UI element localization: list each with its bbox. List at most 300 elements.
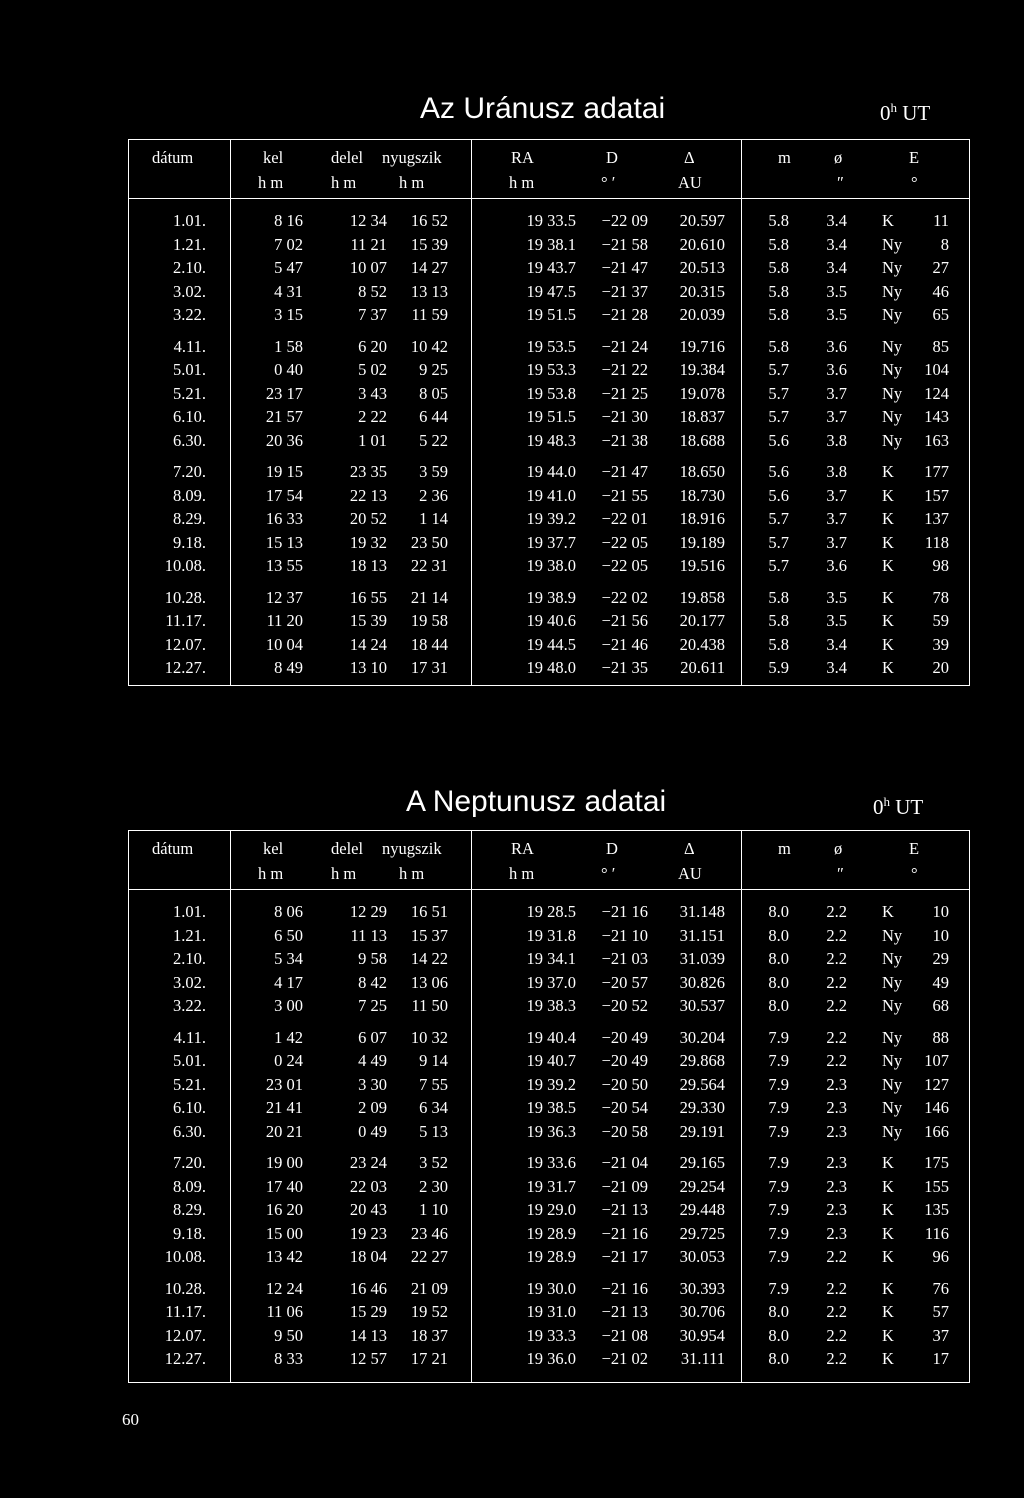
table-cell-delta: 29.448 [679,1200,725,1219]
table-cell-datum: 4.11. [173,1027,206,1047]
table-cell-delta: 19.858 [679,587,725,607]
table-cell-dir: K [882,1176,894,1196]
table-cell-kel: 20 21 [265,1121,303,1141]
table-cell-kel: 17 40 [265,1176,303,1196]
table-cell-dir: K [882,532,894,552]
header-datum: dátum [152,148,194,167]
table-cell-datum: 5.01. [173,1051,206,1070]
table-cell-d: −22 02 [601,587,648,607]
table-cell-diam: 3.5 [826,281,847,301]
table-cell-e: 124 [924,383,949,403]
table-cell-ra: 19 30.0 [526,1278,576,1298]
table-cell-delta: 30.204 [679,1027,725,1047]
table-cell-e: 27 [932,258,949,277]
table-cell-dir: Ny [882,281,903,301]
header-nyugszik: nyugszik [382,148,442,167]
table-cell-ra: 19 40.4 [526,1027,576,1047]
table-cell-delta: 19.516 [679,556,725,575]
table-cell-d: −20 50 [601,1074,648,1094]
table-cell-m: 7.9 [768,1153,789,1172]
table-cell-e: 177 [924,462,949,481]
table-cell-d: −21 13 [601,1200,648,1219]
table-cell-e: 78 [932,587,949,607]
table-cell-ra: 19 38.1 [526,234,576,254]
header-m: m [778,148,791,167]
table-cell-m: 8.0 [768,1302,789,1321]
table-cell-d: −21 38 [601,430,648,450]
table-cell-dir: Ny [882,1074,903,1094]
table-cell-kel: 19 00 [265,1153,303,1172]
table-cell-kel: 4 31 [274,281,303,301]
table-cell-e: 163 [924,430,949,450]
table-cell-delel: 3 30 [358,1074,387,1094]
table-cell-e: 76 [932,1278,949,1298]
table-cell-m: 5.9 [768,658,789,677]
table-cell-kel: 16 20 [265,1200,303,1219]
table-cell-nyug: 6 44 [419,407,448,426]
table-cell-dir: K [882,658,894,677]
table-cell-e: 59 [932,611,949,630]
table-cell-nyug: 16 51 [410,902,448,921]
table-cell-ra: 19 44.5 [526,634,576,654]
table-cell-delta: 31.111 [680,1349,725,1368]
table-cell-datum: 1.01. [173,211,206,230]
table-cell-m: 8.0 [768,949,789,968]
table-cell-diam: 3.7 [826,485,847,505]
table-cell-kel: 8 33 [274,1349,303,1368]
table-cell-e: 46 [932,281,949,301]
table-cell-datum: 5.21. [173,1074,206,1094]
table-cell-delel: 20 43 [349,1200,387,1219]
table-cell-e: 68 [932,996,949,1015]
subheader-kel: h m [258,864,284,883]
table-cell-m: 7.9 [768,1200,789,1219]
table-cell-datum: 8.29. [173,509,206,528]
subheader-delel: h m [331,173,357,192]
table-cell-ra: 19 28.5 [526,902,576,921]
table-cell-dir: K [882,1325,894,1345]
table-cell-datum: 1.01. [173,902,206,921]
table-cell-d: −20 49 [601,1027,648,1047]
table-cell-delta: 20.315 [679,281,725,301]
table-cell-nyug: 10 42 [410,336,448,356]
table-cell-kel: 13 55 [265,556,303,575]
subheader-diameter: ″ [837,173,844,192]
table-cell-delel: 19 32 [349,532,387,552]
table-cell-m: 7.9 [768,1098,789,1117]
table-cell-datum: 12.07. [164,1325,206,1345]
table-cell-e: 116 [924,1223,949,1243]
table-cell-ra: 19 48.0 [526,658,576,677]
table-cell-delta: 18.916 [679,509,725,528]
table-cell-delel: 4 49 [358,1051,387,1070]
table-cell-kel: 20 36 [265,430,303,450]
table-cell-diam: 2.2 [826,1325,847,1345]
table-cell-nyug: 18 44 [410,634,448,654]
table-cell-d: −20 52 [601,996,648,1015]
table-cell-datum: 10.08. [164,1247,206,1266]
table-cell-dir: K [882,1278,894,1298]
column-divider [471,140,472,685]
table-cell-dir: Ny [882,258,903,277]
table-cell-delel: 9 58 [358,949,387,968]
table-cell-m: 7.9 [768,1027,789,1047]
table-cell-m: 5.7 [768,360,789,379]
table-cell-diam: 2.3 [826,1176,847,1196]
table-cell-ra: 19 28.9 [526,1247,576,1266]
table-cell-dir: K [882,1349,894,1368]
table-cell-ra: 19 29.0 [526,1200,576,1219]
table-cell-kel: 13 42 [265,1247,303,1266]
table-cell-e: 166 [924,1121,949,1141]
table-cell-diam: 3.6 [826,360,847,379]
header-ra: RA [511,148,534,167]
table-cell-delel: 23 35 [349,462,387,481]
table-cell-delta: 18.688 [679,430,725,450]
table-cell-delel: 16 55 [349,587,387,607]
table-cell-kel: 15 00 [265,1223,303,1243]
table-cell-nyug: 8 05 [419,383,448,403]
table-cell-d: −21 55 [601,485,648,505]
header-delel: delel [331,839,364,858]
table-cell-ra: 19 51.5 [526,407,576,426]
table-cell-kel: 0 40 [274,360,303,379]
table-cell-delel: 2 22 [358,407,387,426]
table-cell-diam: 2.3 [826,1074,847,1094]
subheader-kel: h m [258,173,284,192]
table-cell-datum: 1.21. [173,234,206,254]
table-cell-d: −21 13 [601,1302,648,1321]
table-cell-datum: 12.07. [164,634,206,654]
table-cell-nyug: 17 31 [410,658,448,677]
table-cell-ra: 19 39.2 [526,509,576,528]
table-cell-e: 49 [932,972,949,992]
table-cell-delel: 8 52 [358,281,387,301]
table-cell-delel: 7 37 [358,305,387,324]
table-cell-d: −21 03 [601,949,648,968]
table-cell-m: 5.6 [768,462,789,481]
table-cell-m: 7.9 [768,1051,789,1070]
table-cell-m: 5.8 [768,611,789,630]
table-title: A Neptunusz adatai [406,785,667,818]
table-cell-ra: 19 47.5 [526,281,576,301]
table-cell-m: 7.9 [768,1121,789,1141]
table-cell-e: 155 [924,1176,949,1196]
table-cell-kel: 21 41 [265,1098,303,1117]
table-cell-kel: 0 24 [274,1051,303,1070]
table-cell-e: 98 [932,556,949,575]
table-cell-delta: 19.384 [679,360,725,379]
table-cell-m: 7.9 [768,1176,789,1196]
table-cell-d: −21 16 [601,1223,648,1243]
header-m: m [778,839,791,858]
table-cell-m: 5.6 [768,430,789,450]
table-cell-diam: 3.7 [826,407,847,426]
table-cell-d: −21 30 [601,407,648,426]
header-e: E [909,148,920,167]
table-cell-nyug: 11 59 [411,305,448,324]
table-cell-delta: 30.537 [679,996,725,1015]
table-cell-dir: Ny [882,1098,903,1117]
table-cell-d: −20 54 [601,1098,648,1117]
header-diameter: ø [834,839,843,858]
table-cell-dir: Ny [882,430,903,450]
table-cell-delel: 13 10 [349,658,387,677]
table-cell-datum: 3.22. [173,996,206,1015]
table-cell-kel: 1 58 [274,336,303,356]
table-cell-dir: Ny [882,996,903,1015]
table-cell-kel: 5 47 [274,258,303,277]
table-cell-d: −21 37 [601,281,648,301]
table-cell-datum: 9.18. [173,532,206,552]
table-cell-diam: 2.2 [826,1349,847,1368]
table-cell-dir: K [882,587,894,607]
table-cell-datum: 6.10. [173,1098,206,1117]
subheader-delel: h m [331,864,357,883]
header-e: E [909,839,920,858]
table-cell-dir: K [882,211,894,230]
table-cell-kel: 11 20 [266,611,303,630]
table-cell-datum: 7.20. [173,462,206,481]
table-cell-ra: 19 31.0 [526,1302,576,1321]
table-cell-nyug: 22 27 [410,1247,448,1266]
table-cell-m: 5.7 [768,407,789,426]
table-cell-delta: 30.393 [679,1278,725,1298]
table-cell-datum: 10.08. [164,556,206,575]
table-cell-delel: 15 29 [349,1302,387,1321]
table-cell-diam: 2.3 [826,1098,847,1117]
table-cell-delta: 19.189 [679,532,725,552]
table-cell-nyug: 9 25 [419,360,448,379]
table-cell-e: 37 [932,1325,949,1345]
table-cell-m: 8.0 [768,925,789,945]
header-datum: dátum [152,839,194,858]
table-cell-d: −21 09 [601,1176,648,1196]
table-cell-dir: K [882,1247,894,1266]
table-cell-e: 107 [924,1051,949,1070]
table-cell-m: 5.8 [768,305,789,324]
table-cell-diam: 3.5 [826,305,847,324]
table-cell-diam: 2.3 [826,1121,847,1141]
table-cell-kel: 6 50 [274,925,303,945]
table-cell-dir: K [882,1223,894,1243]
table-cell-diam: 3.6 [826,336,847,356]
table-cell-m: 5.6 [768,485,789,505]
table-cell-m: 7.9 [768,1278,789,1298]
table-cell-m: 5.8 [768,336,789,356]
table-cell-datum: 6.30. [173,430,206,450]
table-cell-m: 5.7 [768,383,789,403]
table-cell-d: −22 01 [601,509,648,528]
ut-base: 0 [880,101,891,125]
column-divider [471,831,472,1382]
table-cell-delel: 18 04 [349,1247,387,1266]
table-cell-delta: 29.725 [679,1223,725,1243]
table-cell-diam: 3.7 [826,532,847,552]
table-cell-ra: 19 37.7 [526,532,576,552]
table-cell-delta: 30.053 [679,1247,725,1266]
table-cell-delel: 12 34 [349,211,387,230]
table-cell-delta: 30.954 [679,1325,725,1345]
table-cell-delta: 18.650 [679,462,725,481]
table-cell-delta: 20.611 [680,658,725,677]
table-cell-datum: 10.28. [164,1278,206,1298]
table-cell-datum: 8.09. [173,1176,206,1196]
table-cell-diam: 3.4 [826,234,847,254]
table-cell-ra: 19 41.0 [526,485,576,505]
table-cell-d: −21 02 [601,1349,648,1368]
table-cell-nyug: 13 13 [410,281,448,301]
subheader-ra: h m [509,173,535,192]
table-cell-nyug: 14 22 [410,949,448,968]
table-cell-e: 143 [924,407,949,426]
table-cell-d: −20 58 [601,1121,648,1141]
table-cell-m: 8.0 [768,902,789,921]
table-cell-diam: 3.5 [826,587,847,607]
table-cell-kel: 5 34 [274,949,303,968]
table-cell-dir: K [882,485,894,505]
table-cell-datum: 9.18. [173,1223,206,1243]
table-cell-m: 7.9 [768,1074,789,1094]
table-cell-delta: 20.438 [679,634,725,654]
table-cell-dir: Ny [882,949,903,968]
table-cell-kel: 9 50 [274,1325,303,1345]
table-cell-nyug: 2 36 [419,485,448,505]
table-cell-nyug: 23 46 [410,1223,448,1243]
table-cell-e: 135 [924,1200,949,1219]
table-cell-nyug: 21 09 [410,1278,448,1298]
table-cell-diam: 2.2 [826,1247,847,1266]
table-cell-e: 88 [932,1027,949,1047]
table-cell-datum: 3.02. [173,972,206,992]
table-cell-delel: 12 57 [349,1349,387,1368]
table-cell-dir: K [882,611,894,630]
table-cell-delta: 19.078 [679,383,725,403]
table-cell-delel: 15 39 [349,611,387,630]
subheader-delta: AU [678,864,702,883]
table-cell-diam: 2.2 [826,972,847,992]
table-cell-delel: 14 13 [349,1325,387,1345]
table-cell-ra: 19 33.6 [526,1153,576,1172]
table-cell-delta: 31.039 [679,949,725,968]
table-cell-diam: 3.7 [826,509,847,528]
table-cell-diam: 2.3 [826,1200,847,1219]
table-cell-kel: 8 49 [274,658,303,677]
table-cell-kel: 4 17 [274,972,303,992]
table-cell-dir: Ny [882,1121,903,1141]
table-cell-d: −21 47 [601,462,648,481]
table-cell-datum: 8.29. [173,1200,206,1219]
table-cell-ra: 19 44.0 [526,462,576,481]
table-cell-d: −21 35 [601,658,648,677]
subheader-nyugszik: h m [399,864,425,883]
table-cell-e: 96 [932,1247,949,1266]
table-cell-diam: 2.2 [826,902,847,921]
table-cell-delta: 30.826 [679,972,725,992]
table-cell-dir: K [882,556,894,575]
table-cell-nyug: 19 58 [410,611,448,630]
table-cell-d: −21 24 [601,336,648,356]
table-cell-kel: 1 42 [274,1027,303,1047]
header-nyugszik: nyugszik [382,839,442,858]
table-cell-m: 5.7 [768,556,789,575]
table-cell-delta: 29.330 [679,1098,725,1117]
table-cell-d: −21 17 [601,1247,648,1266]
table-cell-delta: 31.151 [679,925,725,945]
table-cell-diam: 2.2 [826,996,847,1015]
table-cell-ra: 19 38.9 [526,587,576,607]
table-cell-diam: 2.2 [826,1051,847,1070]
table-cell-kel: 23 01 [265,1074,303,1094]
table-cell-nyug: 7 55 [419,1074,448,1094]
column-divider [230,831,231,1382]
table-cell-diam: 3.4 [826,658,847,677]
table-cell-datum: 10.28. [164,587,206,607]
table-cell-m: 5.8 [768,281,789,301]
table-cell-delel: 23 24 [349,1153,387,1172]
table-cell-m: 8.0 [768,972,789,992]
table-cell-delel: 1 01 [358,430,387,450]
table-cell-diam: 2.2 [826,949,847,968]
header-ra: RA [511,839,534,858]
table-cell-e: 118 [924,532,949,552]
ut-label [873,794,923,820]
table-cell-e: 57 [932,1302,949,1321]
table-cell-dir: Ny [882,305,903,324]
table-cell-nyug: 1 10 [419,1200,448,1219]
table-cell-ra: 19 34.1 [526,949,576,968]
table-cell-ra: 19 51.5 [526,305,576,324]
table-cell-diam: 3.5 [826,611,847,630]
table-cell-datum: 2.10. [173,949,206,968]
table-cell-delel: 11 13 [350,925,387,945]
table-cell-delta: 20.610 [679,234,725,254]
table-cell-d: −21 08 [601,1325,648,1345]
table-cell-delta: 19.716 [679,336,725,356]
table-cell-m: 5.8 [768,587,789,607]
subheader-nyugszik: h m [399,173,425,192]
subheader-e: ° [911,173,918,192]
table-cell-ra: 19 48.3 [526,430,576,450]
table-cell-dir: K [882,462,894,481]
table-cell-diam: 2.3 [826,1223,847,1243]
table-cell-kel: 3 15 [274,305,303,324]
table-cell-datum: 12.27. [164,1349,206,1368]
subheader-d: ° ′ [601,864,616,883]
subheader-diameter: ″ [837,864,844,883]
table-cell-dir: Ny [882,360,903,379]
table-cell-d: −21 28 [601,305,648,324]
table-cell-diam: 3.4 [826,258,847,277]
data-table [128,830,970,1383]
table-cell-ra: 19 28.9 [526,1223,576,1243]
table-cell-m: 8.0 [768,1325,789,1345]
table-cell-nyug: 5 22 [419,430,448,450]
header-delel: delel [331,148,364,167]
table-cell-datum: 6.30. [173,1121,206,1141]
table-cell-delta: 29.564 [679,1074,725,1094]
table-cell-dir: K [882,634,894,654]
table-cell-delel: 0 49 [358,1121,387,1141]
table-cell-delel: 22 13 [349,485,387,505]
table-cell-diam: 3.4 [826,211,847,230]
ut-sup: h [890,100,897,115]
table-cell-delta: 31.148 [679,902,725,921]
table-cell-d: −21 04 [601,1153,648,1172]
table-cell-nyug: 18 37 [410,1325,448,1345]
header-divider [129,198,969,199]
table-cell-d: −21 58 [601,234,648,254]
